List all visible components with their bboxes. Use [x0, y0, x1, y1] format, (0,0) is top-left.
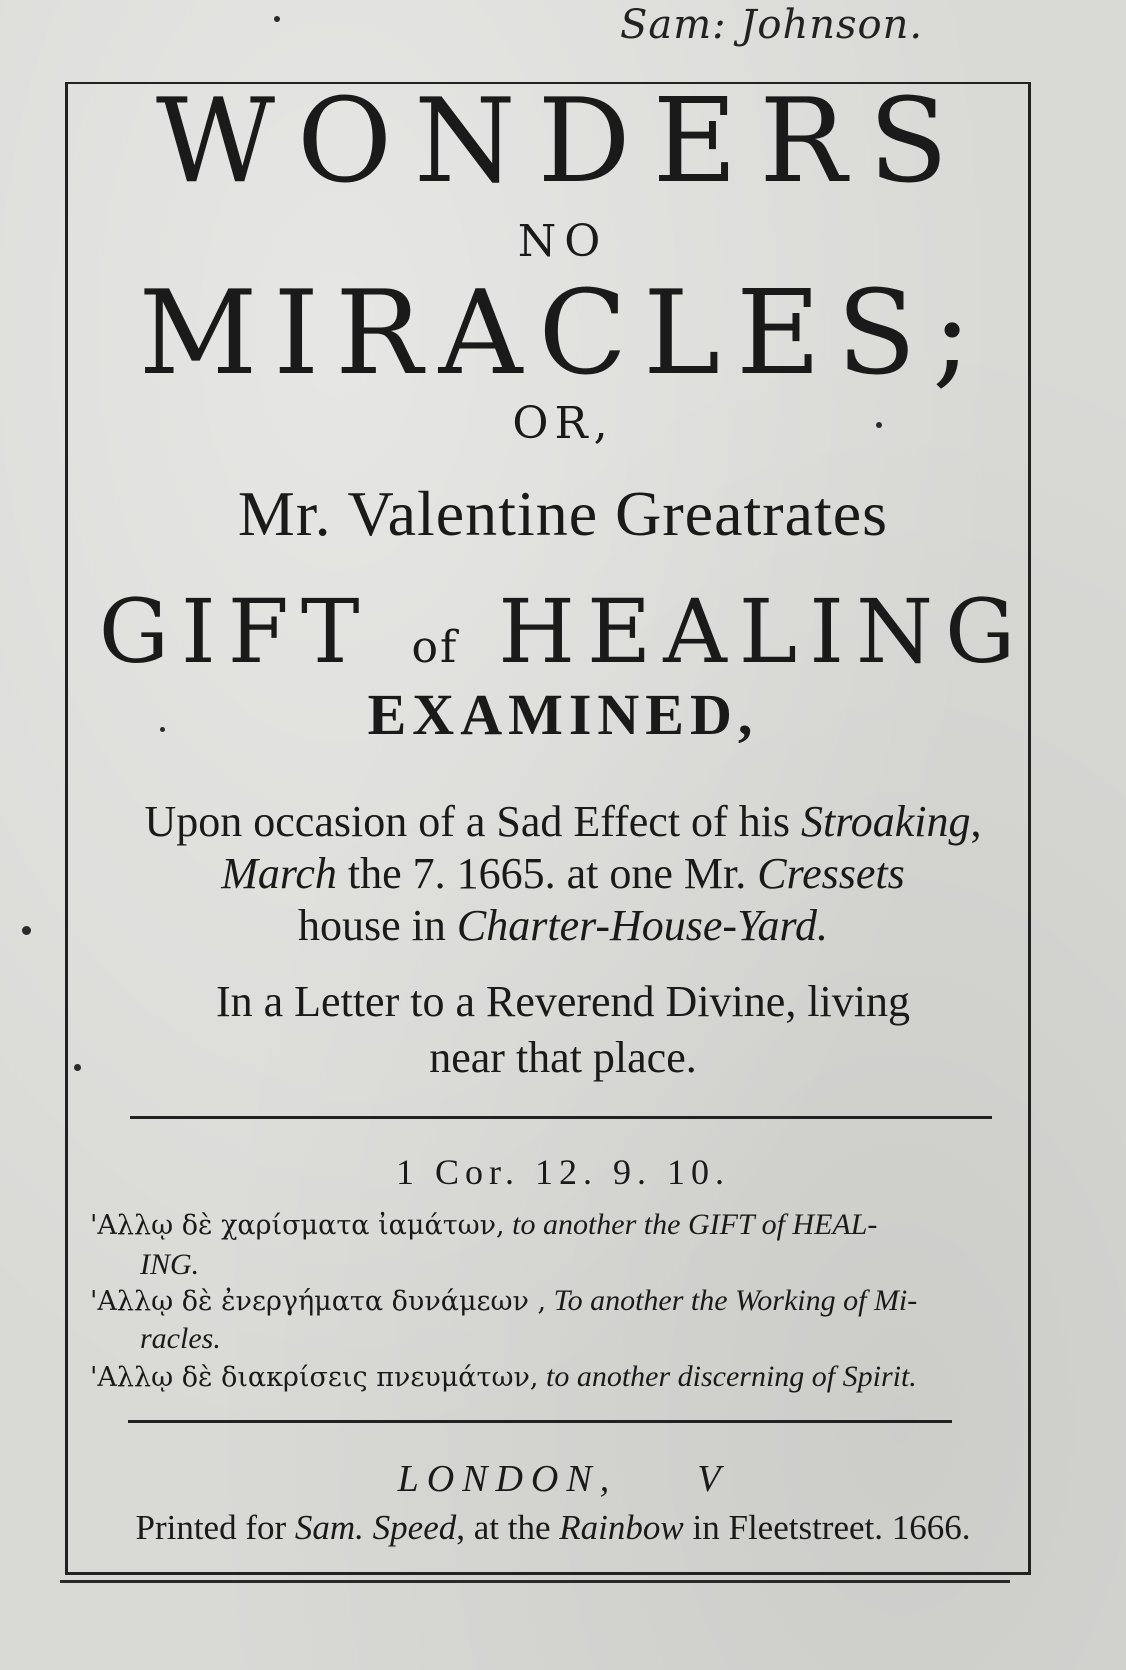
description-line-3 — [0, 901, 1126, 950]
verse-english: racles. — [140, 1322, 221, 1355]
desc-text: the 7. 1665. at one Mr. — [336, 849, 758, 898]
title-line-gift-of-healing — [0, 580, 1126, 683]
imprint-city — [0, 1460, 1126, 1498]
verse-english: to another discerning of Spirit. — [538, 1360, 917, 1393]
desc-text: Upon occasion of a Sad Effect of his — [144, 797, 802, 846]
description-line-1 — [0, 797, 1126, 846]
title-line-name: Mr. Valentine Greatrates — [237, 478, 889, 549]
desc-text: house in — [297, 901, 457, 950]
verse-english: To another the Working of Mi- — [546, 1284, 918, 1317]
desc-text: , — [970, 797, 982, 846]
desc-italic: Cressets — [757, 849, 905, 898]
bottom-border-line — [60, 1580, 1010, 1583]
verse-greek: 'Αλλῳ δὲ χαρίσματα ἰαμάτων, — [90, 1210, 505, 1241]
verse-english: to another the GIFT of HEAL- — [504, 1208, 878, 1241]
ink-speck — [74, 1064, 81, 1071]
ink-speck — [160, 727, 165, 732]
handwritten-signature: Sam: Johnson. — [620, 2, 924, 48]
imprint-text: , at the — [456, 1508, 560, 1547]
imprint-text: in Fleetstreet. 1666. — [683, 1508, 971, 1547]
imprint-text: Printed for — [135, 1508, 295, 1547]
imprint-printed-for — [0, 1510, 1116, 1545]
imprint-italic: Sam. Speed — [294, 1508, 457, 1547]
ink-speck — [876, 422, 882, 428]
verse-greek: 'Αλλῳ δὲ διακρίσεις πνευμάτων, — [90, 1362, 539, 1393]
imprint-mark: V — [697, 1458, 729, 1500]
epigraph-verse-1 — [90, 1210, 1010, 1240]
epigraph-verse-3 — [90, 1362, 1010, 1392]
verse-greek: 'Αλλῳ δὲ ἐνεργήματα δυνάμεων , — [90, 1286, 547, 1317]
epigraph-verse-1-cont — [140, 1250, 1060, 1280]
ink-speck — [274, 16, 280, 22]
desc-italic: Stroaking — [801, 797, 971, 846]
verse-english: ING. — [140, 1248, 200, 1281]
title-line-wonders: WONDERS — [155, 74, 971, 209]
divider-rule-bottom — [128, 1420, 952, 1423]
epigraph-reference: 1 Cor. 12. 9. 10. — [395, 1152, 730, 1192]
description-line-2 — [0, 849, 1126, 898]
description-line-5: near that place. — [429, 1033, 697, 1082]
epigraph-verse-2-cont — [140, 1324, 1060, 1354]
title-gift: GIFT — [98, 580, 372, 683]
ink-speck — [22, 926, 31, 935]
desc-italic: Charter-House-Yard. — [456, 901, 828, 950]
description-line-4: In a Letter to a Reverend Divine, living — [216, 977, 910, 1026]
title-line-no: NO — [517, 216, 609, 267]
imprint-italic: Rainbow — [559, 1508, 684, 1547]
epigraph-verse-2 — [90, 1286, 1010, 1316]
title-line-examined: EXAMINED, — [367, 682, 759, 747]
title-of: of — [411, 622, 459, 673]
imprint-city-text: LONDON, — [397, 1458, 618, 1500]
desc-italic: March — [221, 849, 337, 898]
title-line-or: OR, — [512, 398, 614, 449]
title-line-miracles: MIRACLES; — [138, 266, 988, 401]
divider-rule-top — [130, 1116, 992, 1119]
title-healing: HEALING — [498, 580, 1028, 683]
